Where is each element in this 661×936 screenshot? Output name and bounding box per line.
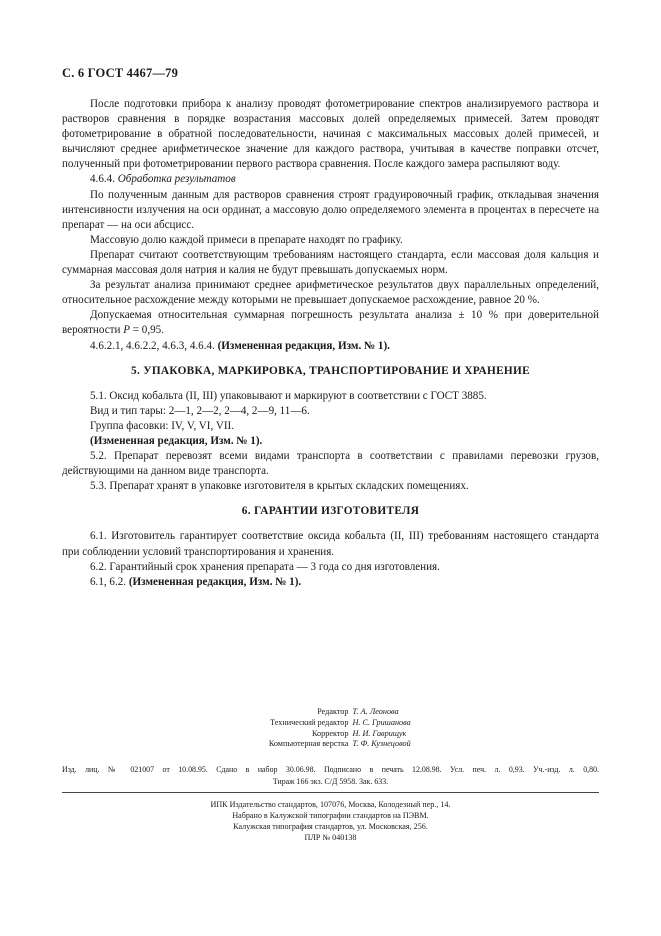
subsection-title: Обработка результатов [117,173,236,186]
credit-name: Т. А. Леонова [352,707,399,716]
credit-row [0,718,661,729]
variable-p: P [123,324,130,337]
credit-name: Н. И. Гаврищук [352,728,407,738]
credit-role: Технический редактор [270,717,349,727]
credit-role: Компьютерная верстка [268,739,349,749]
amendment-label: (Измененная редакция, Изм. № 1). [217,339,390,352]
publisher-line: Калужская типография стандартов, ул. Московская, 256. [233,822,428,831]
publisher-line: Набрано в Калужской типографии стандартов на ПЭВМ. [232,811,429,820]
paragraph: Группа фасовки: IV, V, VI, VII. [90,419,235,432]
section-title: 6. ГАРАНТИИ ИЗГОТОВИТЕЛЯ [241,505,420,518]
paragraph: 5.1. Оксид кобальта (II, III) упаковывают и маркируют в соответствии с ГОСТ 3885. [90,389,487,402]
imprint-line: Изд. лиц. № 021007 от 10.08.95. Сдано в набор 30.06.98. Подписано в печать 12.08.98. Усл. печ. л. 0,93. Уч.-изд. л. 0,80. [62,765,599,774]
credits-block [0,707,661,750]
amendment-label: (Измененная редакция, Изм. № 1). [128,575,302,588]
subsection-number: 4.6.4. [90,173,115,186]
paragraph: По полученным данным для растворов сравнения строят градуировочный график, откладывая значения интенсивности излучения на оси ординат, а массовую долю определяемого элемента в процентах в пересчете на препарат — на оси абсцисс. [62,188,599,231]
credit-row [0,729,661,740]
amendment-note [62,575,599,590]
paragraph: Массовую долю каждой примеси в препарате находят по графику. [90,233,403,246]
paragraph: Вид и тип тары: 2—1, 2—2, 2—4, 2—9, 11—6. [90,404,310,417]
imprint-line: Тираж 166 экз. С/Д 5958. Зак. 633. [272,777,389,786]
divider [62,792,599,793]
publisher-line: ПЛР № 040138 [304,833,357,842]
page-header: С. 6 ГОСТ 4467—79 [62,66,179,80]
publisher-block [62,799,599,843]
subsection-heading [62,172,599,187]
credit-name: Т. Ф. Кузнецовой [352,739,411,749]
clause-refs: 4.6.2.1, 4.6.2.2, 4.6.3, 4.6.4. [90,339,215,352]
credit-name: Н. С. Гришанова [352,717,411,727]
publisher-line: ИПК Издательство стандартов, 107076, Москва, Колодезный пер., 14. [210,800,451,809]
paragraph: 5.3. Препарат хранят в упаковке изготовителя в крытых складских помещениях. [90,480,469,493]
paragraph: 6.1. Изготовитель гарантирует соответствие оксида кобальта (II, III) требованиям настоящего стандарта при соблюдении условий транспортирования и хранения. [62,530,599,558]
section-title: 5. УПАКОВКА, МАРКИРОВКА, ТРАНСПОРТИРОВАНИЕ И ХРАНЕНИЕ [131,364,530,377]
amendment-note [62,339,599,354]
document-body [62,97,599,590]
paragraph: После подготовки прибора к анализу проводят фотометрирование спектров анализируемого раствора и растворов сравнения в порядке возрастания массовых долей определяемых примесей. Затем проводят фотометрирование в обратной последовательности, начиная с максимальных массовых долей примесей, и вычисляют среднее арифметическое значение для каждого раствора, учитывая в качестве поправки отсчет, полученный при фотометрировании первого раствора сравнения. После каждого замера распыляют воду. [62,98,599,171]
paragraph: 5.2. Препарат перевозят всеми видами транспорта в соответствии с правилами перевозки грузов, действующими на данном виде транспорта. [62,450,599,478]
paragraph: 6.2. Гарантийный срок хранения препарата — 3 года со дня изготовления. [90,560,440,573]
paragraph-text: Допускаемая относительная суммарная погрешность результата анализа ± 10 % при доверительной вероятности [62,309,599,337]
paragraph-text: = 0,95. [129,324,164,337]
amendment-label: (Измененная редакция, Изм. № 1). [90,434,263,447]
paragraph [62,308,599,338]
credit-row [0,707,661,718]
imprint-block [62,764,599,788]
credit-role: Редактор [317,707,349,716]
paragraph: За результат анализа принимают среднее арифметическое результатов двух параллельных определений, относительное расхождение между которыми не превышает допускаемое расхождение, равное 20 %. [62,279,599,307]
paragraph: Препарат считают соответствующим требованиям настоящего стандарта, если массовая доля кальция и суммарная массовая доля натрия и калия не будут превышать допускаемых норм. [62,248,599,277]
credit-row [0,739,661,750]
credit-role: Корректор [312,728,349,738]
clause-refs: 6.1, 6.2. [90,575,127,588]
